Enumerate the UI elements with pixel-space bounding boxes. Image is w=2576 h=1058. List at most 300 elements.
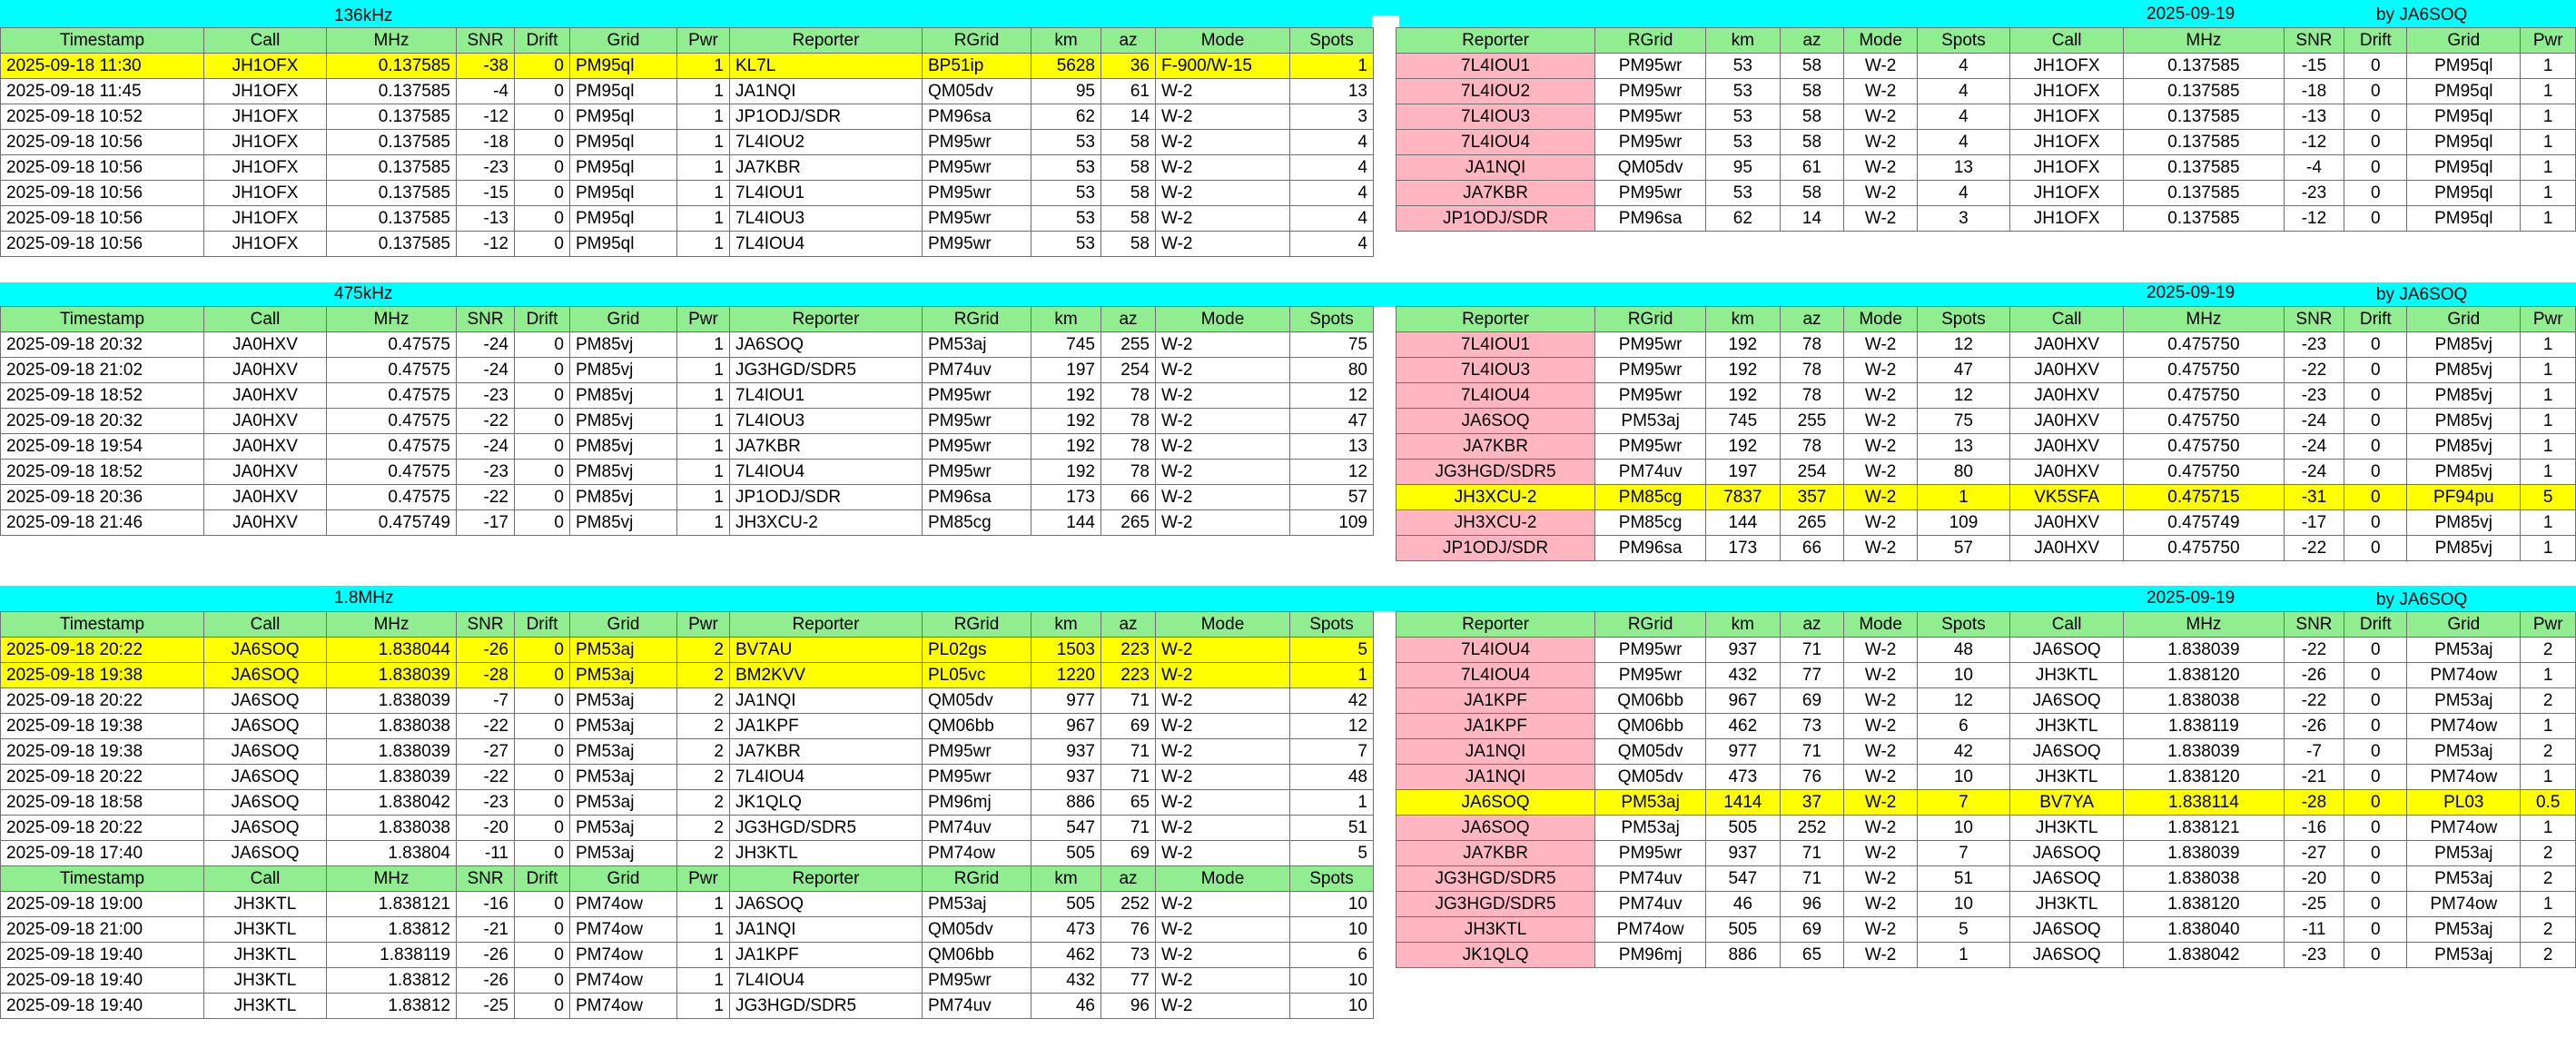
band-by-1800khz: by JA6SOQ — [2376, 590, 2468, 609]
column-header-az: az — [1101, 28, 1156, 54]
cell-call: JH1OFX — [2010, 155, 2124, 181]
cell-timestamp: 2025-09-18 19:54 — [1, 434, 204, 460]
cell-mode: W-2 — [1156, 181, 1290, 206]
cell-timestamp: 2025-09-18 20:36 — [1, 485, 204, 510]
cell-grid: PM74ow — [570, 968, 677, 994]
cell-snr: -18 — [2284, 79, 2344, 104]
column-header-mode: Mode — [1156, 307, 1290, 332]
cell-mode: W-2 — [1844, 434, 1917, 460]
cell-drift: 0 — [2344, 460, 2407, 485]
cell-grid: PM53aj — [570, 816, 677, 841]
cell-mode: W-2 — [1844, 181, 1917, 206]
column-header-call: Call — [204, 307, 327, 332]
cell-spots: 12 — [1917, 688, 2009, 714]
cell-drift: 0 — [515, 714, 570, 739]
cell-rgrid: PM96sa — [1595, 536, 1706, 561]
table-row — [1397, 765, 2576, 790]
band-date-475khz: 2025-09-19 — [2147, 283, 2235, 302]
cell-call: JA6SOQ — [204, 714, 327, 739]
cell-grid: PM95ql — [2407, 104, 2521, 130]
band-label-136khz: 136kHz — [334, 6, 393, 25]
table-row — [1397, 206, 2576, 232]
cell-spots: 4 — [1917, 181, 2009, 206]
cell-timestamp: 2025-09-18 18:58 — [1, 790, 204, 816]
cell-spots: 4 — [1917, 130, 2009, 155]
cell-reporter: JA1NQI — [1397, 739, 1595, 765]
table-475khz-by-reporter — [1396, 306, 2576, 561]
cell-mode: W-2 — [1844, 688, 1917, 714]
cell-spots: 4 — [1290, 206, 1374, 232]
cell-drift: 0 — [515, 739, 570, 765]
cell-call: JA0HXV — [204, 460, 327, 485]
column-header-spots: Spots — [1917, 28, 2009, 54]
cell-reporter: 7L4IOU3 — [1397, 104, 1595, 130]
cell-drift: 0 — [515, 181, 570, 206]
cell-timestamp: 2025-09-18 21:46 — [1, 510, 204, 536]
table-row — [1, 638, 1374, 663]
cell-grid: PM53aj — [2407, 866, 2521, 892]
cell-pwr: 1 — [677, 232, 730, 257]
cell-pwr: 1 — [677, 409, 730, 434]
cell-pwr: 2 — [677, 638, 730, 663]
cell-mode: W-2 — [1156, 892, 1290, 917]
cell-pwr: 1 — [2521, 79, 2576, 104]
cell-drift: 0 — [2344, 155, 2407, 181]
cell-mode: W-2 — [1156, 206, 1290, 232]
cell-timestamp: 2025-09-18 21:00 — [1, 917, 204, 943]
cell-rgrid: PM74ow — [923, 841, 1031, 866]
column-header-reporter: Reporter — [730, 28, 923, 54]
cell-snr: -21 — [457, 917, 515, 943]
cell-mode: W-2 — [1156, 714, 1290, 739]
cell-rgrid: PM74uv — [923, 994, 1031, 1019]
cell-spots: 5 — [1290, 841, 1374, 866]
cell-mhz: 0.137585 — [2124, 104, 2284, 130]
cell-spots: 12 — [1290, 383, 1374, 409]
cell-drift: 0 — [515, 155, 570, 181]
cell-pwr: 1 — [677, 206, 730, 232]
cell-rgrid: PM85cg — [1595, 510, 1706, 536]
cell-timestamp: 2025-09-18 11:45 — [1, 79, 204, 104]
cell-az: 78 — [1101, 460, 1156, 485]
cell-rgrid: PM53aj — [1595, 790, 1706, 816]
cell-rgrid: QM06bb — [1595, 688, 1706, 714]
cell-az: 58 — [1780, 130, 1844, 155]
cell-pwr: 1 — [677, 104, 730, 130]
table-row — [1, 790, 1374, 816]
cell-reporter: 7L4IOU4 — [1397, 130, 1595, 155]
column-header-drift: Drift — [515, 28, 570, 54]
cell-mhz: 0.137585 — [327, 79, 457, 104]
cell-snr: -12 — [457, 104, 515, 130]
cell-reporter: JA1KPF — [1397, 714, 1595, 739]
cell-rgrid: PM95wr — [1595, 638, 1706, 663]
table-row — [1397, 155, 2576, 181]
cell-rgrid: PM74uv — [923, 816, 1031, 841]
cell-spots: 3 — [1917, 206, 2009, 232]
cell-snr: -13 — [2284, 104, 2344, 130]
column-header-reporter: Reporter — [730, 307, 923, 332]
cell-rgrid: PM96mj — [1595, 943, 1706, 968]
cell-call: JA6SOQ — [204, 841, 327, 866]
cell-call: JH1OFX — [2010, 181, 2124, 206]
cell-reporter: JP1ODJ/SDR — [730, 485, 923, 510]
cell-pwr: 1 — [677, 994, 730, 1019]
cell-az: 14 — [1101, 104, 1156, 130]
cell-grid: PM74ow — [2407, 663, 2521, 688]
column-header-km: km — [1031, 28, 1101, 54]
table-row — [1, 663, 1374, 688]
cell-mhz: 0.475750 — [2124, 536, 2284, 561]
cell-grid: PM95ql — [2407, 130, 2521, 155]
cell-drift: 0 — [515, 130, 570, 155]
cell-km: 505 — [1031, 892, 1101, 917]
cell-snr: -25 — [457, 994, 515, 1019]
cell-mhz: 1.838121 — [2124, 816, 2284, 841]
cell-az: 69 — [1101, 714, 1156, 739]
cell-az: 265 — [1101, 510, 1156, 536]
cell-spots: 75 — [1290, 332, 1374, 358]
cell-km: 7837 — [1706, 485, 1780, 510]
table-row — [1397, 409, 2576, 434]
cell-spots: 109 — [1290, 510, 1374, 536]
cell-snr: -23 — [2284, 332, 2344, 358]
cell-spots: 10 — [1290, 892, 1374, 917]
cell-rgrid: PM74ow — [1595, 917, 1706, 943]
cell-az: 252 — [1101, 892, 1156, 917]
cell-timestamp: 2025-09-18 10:52 — [1, 104, 204, 130]
cell-drift: 0 — [515, 358, 570, 383]
cell-mode: W-2 — [1156, 104, 1290, 130]
column-header-grid: Grid — [570, 28, 677, 54]
cell-snr: -18 — [457, 130, 515, 155]
cell-az: 265 — [1780, 510, 1844, 536]
cell-reporter: 7L4IOU1 — [1397, 332, 1595, 358]
cell-mhz: 0.137585 — [2124, 54, 2284, 79]
cell-mode: F-900/W-15 — [1156, 54, 1290, 79]
table-row — [1397, 536, 2576, 561]
cell-snr: -23 — [2284, 943, 2344, 968]
cell-snr: -24 — [2284, 434, 2344, 460]
cell-reporter: JA6SOQ — [1397, 790, 1595, 816]
cell-spots: 6 — [1917, 714, 2009, 739]
cell-snr: -23 — [457, 155, 515, 181]
cell-call: JH3KTL — [2010, 663, 2124, 688]
cell-timestamp: 2025-09-18 10:56 — [1, 206, 204, 232]
cell-mode: W-2 — [1844, 409, 1917, 434]
cell-pwr: 1 — [677, 54, 730, 79]
cell-spots: 12 — [1290, 714, 1374, 739]
cell-az: 61 — [1101, 79, 1156, 104]
cell-rgrid: PM95wr — [1595, 181, 1706, 206]
column-header-pwr: Pwr — [677, 28, 730, 54]
cell-call: JH1OFX — [204, 155, 327, 181]
table-row — [1, 739, 1374, 765]
column-header-pwr: Pwr — [2521, 612, 2576, 638]
cell-snr: -23 — [457, 383, 515, 409]
cell-mhz: 1.838039 — [2124, 739, 2284, 765]
cell-km: 967 — [1706, 688, 1780, 714]
cell-grid: PM74ow — [570, 994, 677, 1019]
cell-spots: 4 — [1917, 104, 2009, 130]
cell-timestamp: 2025-09-18 19:38 — [1, 714, 204, 739]
cell-pwr: 2 — [677, 663, 730, 688]
cell-grid: PM85vj — [2407, 510, 2521, 536]
table-136khz-by-timestamp — [0, 27, 1374, 257]
cell-timestamp: 2025-09-18 18:52 — [1, 460, 204, 485]
cell-snr: -22 — [457, 765, 515, 790]
cell-pwr: 2 — [2521, 841, 2576, 866]
column-header-rgrid: RGrid — [1595, 307, 1706, 332]
column-header-grid: Grid — [570, 307, 677, 332]
cell-mhz: 0.137585 — [327, 206, 457, 232]
table-row — [1, 892, 1374, 917]
cell-drift: 0 — [515, 638, 570, 663]
column-header-grid: Grid — [570, 866, 677, 892]
cell-spots: 4 — [1290, 155, 1374, 181]
cell-pwr: 1 — [677, 181, 730, 206]
cell-rgrid: PM96mj — [923, 790, 1031, 816]
cell-km: 95 — [1031, 79, 1101, 104]
table-row — [1, 332, 1374, 358]
cell-mode: W-2 — [1844, 841, 1917, 866]
cell-mode: W-2 — [1156, 638, 1290, 663]
cell-snr: -24 — [457, 358, 515, 383]
cell-rgrid: PM74uv — [923, 358, 1031, 383]
cell-km: 192 — [1031, 409, 1101, 434]
table-row — [1397, 130, 2576, 155]
table-row — [1, 409, 1374, 434]
column-header-mode: Mode — [1156, 866, 1290, 892]
cell-mhz: 1.838038 — [2124, 688, 2284, 714]
cell-snr: -28 — [2284, 790, 2344, 816]
cell-timestamp: 2025-09-18 19:40 — [1, 968, 204, 994]
cell-call: JA6SOQ — [2010, 739, 2124, 765]
header-row — [1397, 28, 2576, 54]
cell-drift: 0 — [2344, 663, 2407, 688]
cell-az: 58 — [1101, 232, 1156, 257]
column-header-call: Call — [204, 28, 327, 54]
cell-mhz: 0.47575 — [327, 409, 457, 434]
cell-snr: -27 — [457, 739, 515, 765]
column-header-grid: Grid — [2407, 612, 2521, 638]
cell-timestamp: 2025-09-18 20:32 — [1, 409, 204, 434]
cell-spots: 5 — [1917, 917, 2009, 943]
cell-mode: W-2 — [1156, 510, 1290, 536]
cell-pwr: 1 — [677, 460, 730, 485]
cell-mhz: 0.137585 — [327, 130, 457, 155]
table-row — [1397, 104, 2576, 130]
cell-call: JA6SOQ — [204, 663, 327, 688]
table-1800khz-by-timestamp — [0, 611, 1374, 1019]
cell-grid: PM85vj — [570, 485, 677, 510]
cell-km: 53 — [1706, 104, 1780, 130]
cell-mode: W-2 — [1844, 765, 1917, 790]
cell-az: 96 — [1780, 892, 1844, 917]
column-header-grid: Grid — [2407, 307, 2521, 332]
cell-mode: W-2 — [1156, 663, 1290, 688]
table-row — [1, 714, 1374, 739]
cell-reporter: 7L4IOU4 — [730, 232, 923, 257]
cell-drift: 0 — [515, 841, 570, 866]
cell-spots: 7 — [1290, 739, 1374, 765]
table-row — [1397, 866, 2576, 892]
cell-rgrid: PM85cg — [1595, 485, 1706, 510]
cell-az: 66 — [1101, 485, 1156, 510]
cell-reporter: 7L4IOU3 — [1397, 358, 1595, 383]
table-475khz-by-timestamp — [0, 306, 1374, 536]
cell-pwr: 1 — [2521, 536, 2576, 561]
cell-rgrid: PM53aj — [923, 892, 1031, 917]
cell-km: 505 — [1706, 917, 1780, 943]
cell-grid: PM85vj — [2407, 460, 2521, 485]
table-row — [1, 943, 1374, 968]
cell-km: 937 — [1031, 739, 1101, 765]
cell-timestamp: 2025-09-18 11:30 — [1, 54, 204, 79]
cell-az: 58 — [1101, 130, 1156, 155]
cell-drift: 0 — [2344, 206, 2407, 232]
cell-grid: PM74ow — [570, 943, 677, 968]
cell-drift: 0 — [515, 663, 570, 688]
column-header-rgrid: RGrid — [923, 307, 1031, 332]
cell-grid: PM85vj — [2407, 536, 2521, 561]
cell-rgrid: PM95wr — [923, 155, 1031, 181]
cell-drift: 0 — [515, 994, 570, 1019]
cell-call: JH3KTL — [2010, 816, 2124, 841]
cell-mhz: 0.475750 — [2124, 358, 2284, 383]
cell-mhz: 0.47575 — [327, 358, 457, 383]
cell-call: JH1OFX — [204, 104, 327, 130]
cell-mhz: 1.838039 — [2124, 841, 2284, 866]
cell-spots: 1 — [1917, 485, 2009, 510]
column-header-reporter: Reporter — [730, 866, 923, 892]
cell-pwr: 1 — [677, 510, 730, 536]
cell-mhz: 0.475749 — [2124, 510, 2284, 536]
cell-timestamp: 2025-09-18 19:40 — [1, 994, 204, 1019]
cell-reporter: JA7KBR — [1397, 181, 1595, 206]
cell-pwr: 1 — [2521, 409, 2576, 434]
header-row — [1, 28, 1374, 54]
cell-grid: PM53aj — [570, 739, 677, 765]
cell-az: 69 — [1780, 917, 1844, 943]
cell-mhz: 1.838038 — [2124, 866, 2284, 892]
column-header-az: az — [1780, 307, 1844, 332]
cell-spots: 47 — [1290, 409, 1374, 434]
cell-call: BV7YA — [2010, 790, 2124, 816]
cell-pwr: 1 — [2521, 358, 2576, 383]
cell-mhz: 0.475750 — [2124, 434, 2284, 460]
cell-snr: -21 — [2284, 765, 2344, 790]
cell-pwr: 2 — [677, 688, 730, 714]
cell-reporter: JH3KTL — [1397, 917, 1595, 943]
cell-reporter: JA6SOQ — [1397, 816, 1595, 841]
cell-rgrid: PM95wr — [1595, 54, 1706, 79]
cell-rgrid: PM95wr — [1595, 434, 1706, 460]
cell-km: 1414 — [1706, 790, 1780, 816]
column-header-mhz: MHz — [327, 612, 457, 638]
cell-pwr: 2 — [677, 714, 730, 739]
cell-mode: W-2 — [1156, 739, 1290, 765]
cell-az: 58 — [1780, 79, 1844, 104]
cell-call: JA6SOQ — [2010, 917, 2124, 943]
cell-mhz: 1.838120 — [2124, 663, 2284, 688]
cell-mhz: 0.137585 — [327, 155, 457, 181]
cell-mhz: 1.838039 — [327, 663, 457, 688]
cell-drift: 0 — [515, 892, 570, 917]
column-header-call: Call — [2010, 307, 2124, 332]
cell-km: 886 — [1706, 943, 1780, 968]
column-header-spots: Spots — [1290, 307, 1374, 332]
cell-reporter: JG3HGD/SDR5 — [1397, 866, 1595, 892]
cell-az: 96 — [1101, 994, 1156, 1019]
cell-rgrid: QM05dv — [1595, 155, 1706, 181]
cell-call: JH3KTL — [204, 943, 327, 968]
cell-reporter: 7L4IOU3 — [730, 206, 923, 232]
cell-mode: W-2 — [1156, 232, 1290, 257]
cell-km: 197 — [1706, 460, 1780, 485]
cell-snr: -22 — [2284, 688, 2344, 714]
cell-grid: PM74ow — [570, 917, 677, 943]
table-row — [1397, 460, 2576, 485]
cell-snr: -26 — [2284, 714, 2344, 739]
cell-drift: 0 — [515, 790, 570, 816]
cell-reporter: JG3HGD/SDR5 — [1397, 460, 1595, 485]
cell-km: 745 — [1031, 332, 1101, 358]
table-row — [1, 968, 1374, 994]
cell-reporter: 7L4IOU1 — [730, 181, 923, 206]
cell-spots: 42 — [1917, 739, 2009, 765]
cell-az: 69 — [1780, 688, 1844, 714]
cell-km: 53 — [1706, 54, 1780, 79]
cell-call: JH1OFX — [204, 181, 327, 206]
cell-mode: W-2 — [1844, 510, 1917, 536]
table-row — [1397, 510, 2576, 536]
column-header-spots: Spots — [1917, 307, 2009, 332]
cell-az: 65 — [1101, 790, 1156, 816]
cell-spots: 1 — [1290, 663, 1374, 688]
cell-reporter: JH3XCU-2 — [1397, 510, 1595, 536]
cell-drift: 0 — [2344, 409, 2407, 434]
cell-mhz: 1.838120 — [2124, 765, 2284, 790]
cell-drift: 0 — [2344, 358, 2407, 383]
cell-mode: W-2 — [1844, 638, 1917, 663]
cell-az: 71 — [1780, 739, 1844, 765]
band-label-475khz: 475kHz — [334, 284, 393, 303]
cell-reporter: JG3HGD/SDR5 — [730, 994, 923, 1019]
cell-az: 58 — [1780, 104, 1844, 130]
cell-mhz: 0.47575 — [327, 383, 457, 409]
cell-spots: 51 — [1917, 866, 2009, 892]
cell-snr: -13 — [457, 206, 515, 232]
cell-drift: 0 — [2344, 79, 2407, 104]
cell-reporter: JG3HGD/SDR5 — [730, 816, 923, 841]
cell-rgrid: PM95wr — [923, 130, 1031, 155]
table-row — [1397, 790, 2576, 816]
column-header-grid: Grid — [2407, 28, 2521, 54]
column-header-drift: Drift — [515, 307, 570, 332]
cell-km: 62 — [1706, 206, 1780, 232]
cell-grid: PM53aj — [570, 638, 677, 663]
cell-snr: -17 — [457, 510, 515, 536]
cell-mode: W-2 — [1844, 943, 1917, 968]
cell-spots: 75 — [1917, 409, 2009, 434]
table-row — [1397, 638, 2576, 663]
cell-spots: 57 — [1290, 485, 1374, 510]
cell-snr: -23 — [457, 460, 515, 485]
cell-snr: -24 — [2284, 409, 2344, 434]
cell-grid: PF94pu — [2407, 485, 2521, 510]
cell-call: JH3KTL — [204, 917, 327, 943]
